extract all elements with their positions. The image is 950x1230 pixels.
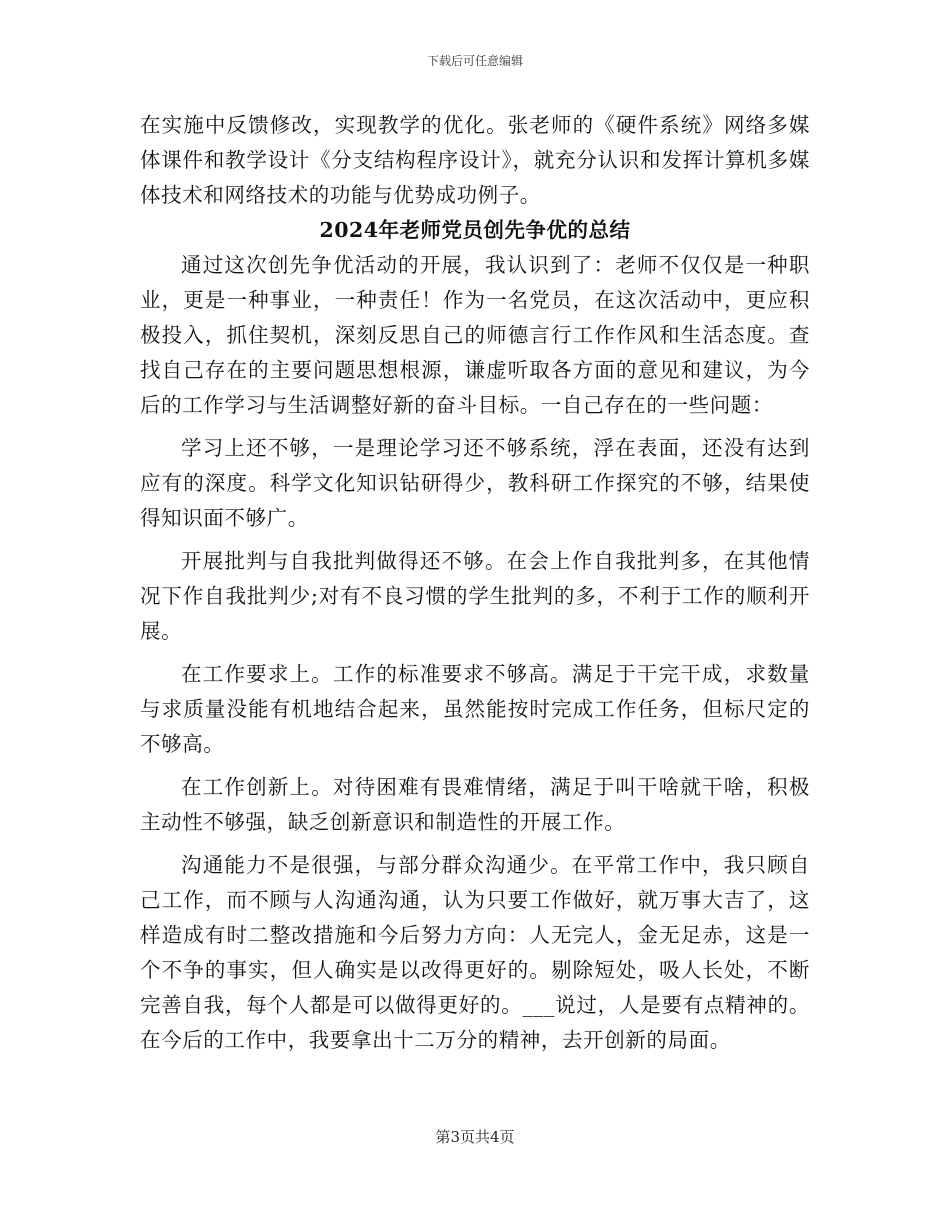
paragraph-4: 在工作要求上。工作的标准要求不够高。满足于干完干成，求数量与求质量没能有机地结合起来，虽然能按时完成工作任务，但标尺定的不够高。 xyxy=(140,662,810,756)
document-body xyxy=(140,108,810,1058)
page-number: 第3页共4页 xyxy=(435,1128,515,1146)
paragraph-6: 沟通能力不是很强，与部分群众沟通少。在平常工作中，我只顾自己工作，而不顾与人沟通沟通，认为只要工作做好，就万事大吉了，这样造成有时二整改措施和今后努力方向：人无完人，金无足赤，这是一个不争的事实，但人确实是以改得更好的。剔除短处，吸人长处，不断完善自我，每个人都是可以做得更好的。___说过，人是要有点精神的。在今后的工作中，我要拿出十二万分的精神，去开创新的局面。 xyxy=(140,853,810,1052)
document-title: 2024年老师党员创先争优的总结 xyxy=(319,218,631,242)
paragraph-2: 学习上还不够，一是理论学习还不够系统，浮在表面，还没有达到应有的深度。科学文化知识钻研得少，教科研工作探究的不够，结果使得知识面不够广。 xyxy=(140,436,810,530)
paragraph-5: 在工作创新上。对待困难有畏难情绪，满足于叫干啥就干啥，积极主动性不够强，缺乏创新意识和制造性的开展工作。 xyxy=(140,775,810,834)
paragraph-3: 开展批判与自我批判做得还不够。在会上作自我批判多，在其他情况下作自我批判少;对有不良习惯的学生批判的多，不利于工作的顺利开展。 xyxy=(140,549,810,643)
page-header-note: 下载后可任意编辑 xyxy=(426,54,523,68)
intro-paragraph: 在实施中反馈修改，实现教学的优化。张老师的《硬件系统》网络多媒体课件和教学设计《分支结构程序设计》，就充分认识和发挥计算机多媒体技术和网络技术的功能与优势成功例子。 xyxy=(140,113,810,207)
paragraph-1: 通过这次创先争优活动的开展，我认识到了：老师不仅仅是一种职业，更是一种事业，一种责任！作为一名党员，在这次活动中，更应积极投入，抓住契机，深刻反思自己的师德言行工作作风和生活态度。查找自己存在的主要问题思想根源，谦虚听取各方面的意见和建议，为今后的工作学习与生活调整好新的奋斗目标。一自己存在的一些问题： xyxy=(140,253,810,417)
